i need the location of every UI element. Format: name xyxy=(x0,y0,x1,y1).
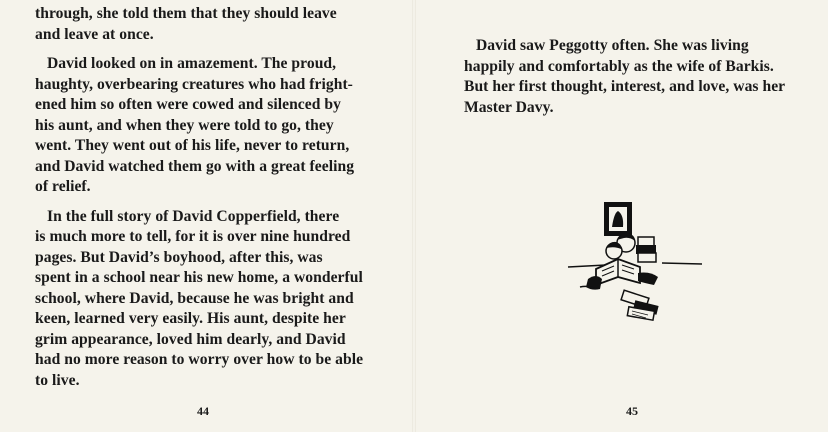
paragraph: In the full story of David Copperfield, there is much more to tell, for it is over nine hundred pages. But David’s boyhood, after this, was spent in a school near his new home, a wonderful school, where David, because he was bright and keen, learned very easily. His aunt, despite her grim appearance, loved him dearly, and David had no more reason to worry over how to be able to live. xyxy=(35,207,364,389)
children-reading-illustration-icon xyxy=(566,197,706,325)
right-page-text xyxy=(464,36,804,118)
left-page-text xyxy=(35,4,375,391)
paragraph: David looked on in amazement. The proud, haughty, overbearing creatures who had fright- ened him so often were cowed and silenced by his aunt, and when they were told to go, they went. They went out of his life, never to return, and David watched them go with a great feeling of relief. xyxy=(35,55,355,195)
paragraph: David saw Peggotty often. She was living happily and comfortably as the wife of Barkis. But her first thought, interest, and love, was her Master Davy. xyxy=(464,37,786,116)
paragraph: through, she told them that they should leave and leave at once. xyxy=(35,5,337,43)
right-page xyxy=(416,0,828,432)
left-page xyxy=(0,0,412,432)
page-number: 45 xyxy=(626,404,638,418)
page-number: 44 xyxy=(197,404,209,418)
